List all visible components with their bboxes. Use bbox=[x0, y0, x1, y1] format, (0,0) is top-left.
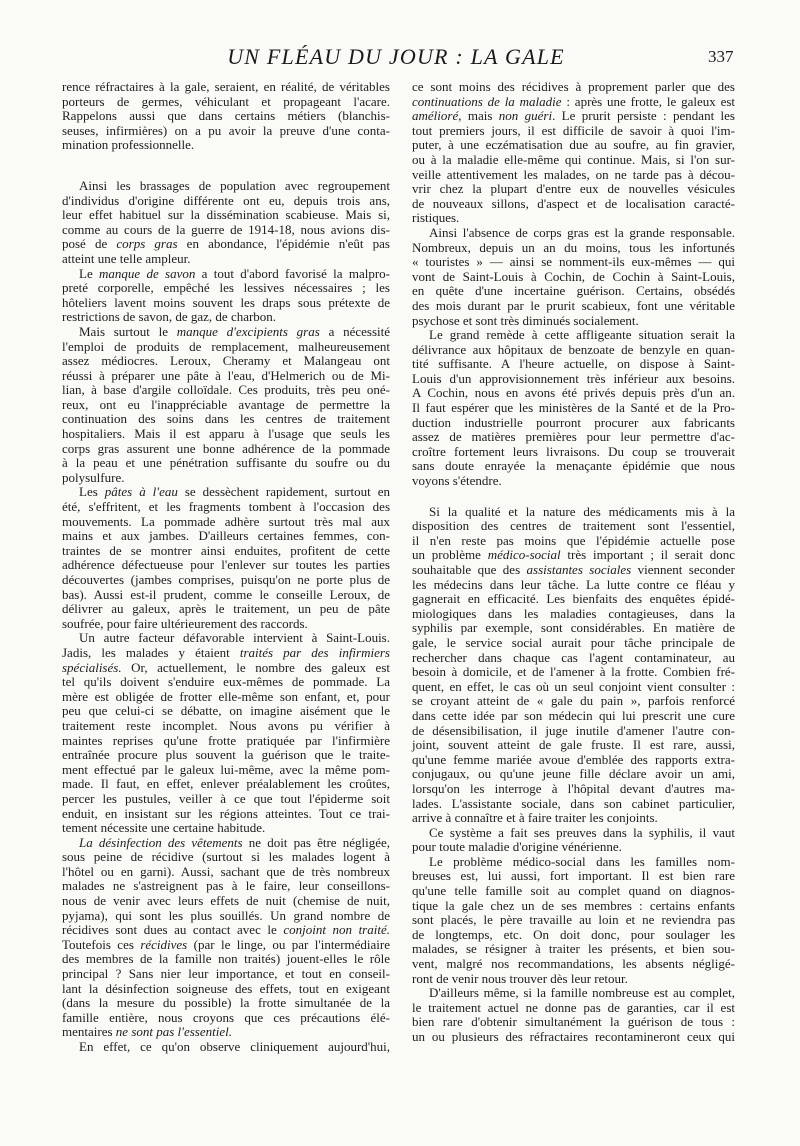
text-line: le traitement actuel ne donne pas de garanties, car il est bbox=[412, 999, 735, 1015]
text-line bbox=[62, 237, 390, 252]
text-line: nous de venir avec leurs effets de nuit (chemise de nuit, bbox=[62, 893, 390, 909]
italic-run: conjoint non traité. bbox=[283, 922, 390, 938]
text-line: lorsqu'on les interroge à l'hôpital devant d'autres ma- bbox=[412, 780, 735, 796]
text-line: adhérence défectueuse pour l'enlever sur toutes les parties bbox=[62, 557, 390, 573]
paragraph bbox=[412, 226, 735, 328]
text-line: l'emploi de produits de remplacement, malheureusement bbox=[62, 338, 390, 354]
text-line: mère est obligée de frotter elle-même son enfant, et, pour bbox=[62, 688, 390, 704]
text-line: tout premiers jours, il est difficile de savoir à quoi l'im- bbox=[412, 122, 735, 138]
text-line: un ou plusieurs des réfractaires recontamineront ceux qui bbox=[412, 1029, 735, 1044]
paragraph bbox=[62, 485, 390, 631]
text-line: malades, se résigner à traiter les présents, et bien sou- bbox=[412, 941, 735, 957]
text-line: soufrée, pour faire ultérieurement des raccords. bbox=[62, 615, 308, 631]
text-line: psychose et sont très diminués socialement. bbox=[412, 312, 639, 328]
text-line: Le problème médico-social dans les familles nom- bbox=[429, 853, 735, 869]
italic-run: médico-social bbox=[487, 547, 561, 563]
text-line: gale, le service social aurait pour tâche principale de bbox=[412, 634, 735, 650]
italic-run: amélioré bbox=[412, 108, 459, 124]
text-line: « touristes » — ainsi se nomment-ils eux-mêmes — qui bbox=[412, 254, 735, 270]
text-line: puter, à une eczématisation due au soufre, au fin gravier, bbox=[412, 137, 735, 153]
text-line: made. Il faut, en effet, enlever préalablement les croûtes, bbox=[62, 776, 390, 792]
text-line: se croyant atteint de « gale du pain », parfois renforcé bbox=[412, 693, 735, 709]
text-line: corps gras assurent une bonne adhérence de la pommade bbox=[62, 440, 390, 456]
text-run: Le bbox=[79, 265, 100, 281]
text-line: l'hôtel ou en garni). Aussi, sachant que de très nombreux bbox=[62, 863, 390, 879]
text-line: sont placés, le père travaille au loin et ne reviendra pas bbox=[412, 912, 735, 928]
paragraph bbox=[62, 1040, 390, 1055]
text-line: comme au cours de la guerre de 1914-18, nous avions dis- bbox=[62, 221, 390, 237]
text-run: a nécessité bbox=[319, 323, 391, 339]
paragraph bbox=[412, 80, 735, 226]
paragraph bbox=[412, 986, 735, 1044]
text-run: se dessèchent rapidement, surtout en bbox=[177, 484, 391, 500]
text-line: miologiques dans les maladies contagieuses, dans la bbox=[412, 605, 735, 621]
text-line: rechercher dans chaque cas l'agent contaminateur, au bbox=[412, 649, 735, 665]
italic-run: manque d'excipients gras bbox=[176, 323, 320, 339]
text-line: seuses, infirmières) on a pu avoir la preuve d'une conta- bbox=[62, 122, 390, 138]
text-line: de désensibilisation, il juge inutile d'amener l'autre con- bbox=[412, 722, 735, 738]
text-run: en abondance, l'épidémie n'eût pas bbox=[177, 236, 390, 252]
text-line: délivrance aux hôpitaux de benzoate de benzyle en quan- bbox=[412, 341, 735, 357]
paragraph bbox=[62, 325, 390, 486]
text-line: breuses est, lui aussi, fort important. Il est bien rare bbox=[412, 868, 735, 884]
text-line: ce sont moins des récidives à proprement parler que des bbox=[412, 79, 735, 94]
text-line: maintes reprises qu'une frotte pratiquée par l'infirmière bbox=[62, 732, 390, 748]
paragraph bbox=[62, 836, 390, 1040]
text-line: mouvements. La pommade adhère surtout très mal aux bbox=[62, 513, 390, 529]
text-line: duction industrielle pourront procurer aux fabricants bbox=[412, 414, 735, 430]
text-line: Si la qualité et la nature des médicaments mis à la bbox=[429, 503, 735, 519]
italic-run: assistantes sociales bbox=[526, 562, 632, 577]
text-line: conjugaux, ou qu'une jeune fille déclare avoir un ami, bbox=[412, 766, 735, 782]
text-line bbox=[412, 563, 735, 578]
text-line: de longtemps, etc. On doit donc, pour soulager les bbox=[412, 926, 735, 942]
text-line: tel qu'ils doivent s'enduire eux-mêmes de pommade. La bbox=[62, 674, 390, 690]
text-line: arrive à connaître et à faire traiter les conjoints. bbox=[412, 810, 658, 826]
text-run: viennent seconder bbox=[631, 562, 735, 577]
paragraph bbox=[412, 855, 735, 986]
text-line: veille attentivement les malades, on ne tarde pas à décou- bbox=[412, 166, 735, 182]
text-run: (par le linge, ou par l'intermédiaire bbox=[187, 936, 391, 952]
text-line: continuation des soins dans les centres de traitement bbox=[62, 411, 390, 427]
text-line: assez de matières premières pour leur permettre d'ac- bbox=[412, 429, 735, 445]
text-line bbox=[412, 109, 735, 124]
text-run: Mais surtout le bbox=[79, 323, 177, 339]
text-run: : après une frotte, le galeux est bbox=[561, 93, 736, 109]
text-line bbox=[412, 95, 735, 110]
text-line: quent, en effet, le cas où un seul conjoint vient consulter : bbox=[412, 678, 735, 694]
text-line: (dans la mesure du possible) la frotte simultanée de la bbox=[62, 995, 390, 1011]
text-line: vont de Saint-Louis à Cochin, de Cochin à Saint-Louis, bbox=[412, 268, 735, 284]
text-line: voyons s'étendre. bbox=[412, 473, 502, 489]
text-run: un problème bbox=[412, 547, 488, 563]
text-run: souhaitable que des bbox=[412, 562, 527, 577]
text-run: Les bbox=[79, 484, 105, 500]
paragraph bbox=[412, 328, 735, 489]
left-column bbox=[62, 80, 390, 1055]
text-line: il n'en reste pas moins que l'épidémie actuelle pose bbox=[412, 532, 735, 548]
text-line: sous peine de récidive (surtout si les malades logent à bbox=[62, 849, 390, 865]
text-line: Nombreux, depuis un an du moins, tous les infortunés bbox=[412, 239, 735, 255]
text-line: syphilis par exemple, sont considérables. En matière de bbox=[412, 620, 735, 636]
text-line: en quête d'une incertaine guérison. Certains, obsédés bbox=[412, 283, 735, 299]
text-line bbox=[62, 836, 390, 851]
text-line: entraînée procure plus souvent la guérison que le traite- bbox=[62, 747, 390, 763]
text-line: principal ? Sans nier leur importance, et tout en conseil- bbox=[62, 966, 390, 982]
text-line: Ainsi l'absence de corps gras est la grande responsable. bbox=[429, 224, 735, 240]
italic-run: traités par des infirmiers bbox=[239, 644, 390, 660]
text-run: a tout d'abord favorisé la malpro- bbox=[195, 265, 390, 281]
italic-run: corps gras bbox=[116, 236, 178, 252]
text-line: assez médiocres. Leroux, Cheramy et Malangeau ont bbox=[62, 353, 390, 369]
text-line: les médecins dans leur tâche. La lutte contre ce fléau y bbox=[412, 576, 735, 592]
text-line: Il faut espérer que les ministères de la Santé et de la Pro- bbox=[412, 400, 735, 416]
italic-run: non guéri bbox=[498, 108, 553, 124]
italic-run: pâtes à l'eau bbox=[104, 484, 178, 500]
text-line: bien rare d'obtenir simultanément la guérison de tous : bbox=[412, 1014, 735, 1030]
italic-run: continuations de la maladie bbox=[412, 93, 562, 109]
paragraph bbox=[62, 631, 390, 835]
text-line: pyjama), qui sont les plus souillés. Un grand nombre de bbox=[62, 907, 390, 923]
paragraph bbox=[62, 267, 390, 325]
text-line bbox=[62, 923, 390, 938]
text-line: des mois durant par le prurit scabieux, font une véritable bbox=[412, 297, 735, 313]
text-line: restrictions de savon, de gaz, de charbon. bbox=[62, 309, 277, 325]
text-line: Ainsi les brassages de population avec regroupement bbox=[79, 177, 390, 193]
text-line: bas). Aussi est-il prudent, comme le conseille Leroux, de bbox=[62, 586, 390, 602]
text-line: preté corporelle, empêché les lessives nécessaires ; les bbox=[62, 280, 390, 296]
text-line: croître fortement leurs livraisons. Du coup se trouverait bbox=[412, 443, 735, 459]
italic-run: manque de savon bbox=[99, 265, 196, 281]
text-line bbox=[62, 1025, 390, 1040]
text-run: mentaires bbox=[62, 1024, 116, 1040]
text-line: mination professionnelle. bbox=[62, 137, 195, 153]
text-line: hospitaliers. Mais il est apparu à l'usage que seuls les bbox=[62, 426, 390, 442]
text-line: tement nécessite une certaine habitude. bbox=[62, 820, 266, 836]
text-line: tique la gale chez un de ses membres : certains enfants bbox=[412, 897, 735, 913]
text-line bbox=[62, 325, 390, 340]
text-run: . Le prurit persiste : pendant les bbox=[552, 108, 735, 124]
text-line: mains et aux jambes. D'ailleurs certaines femmes, con- bbox=[62, 528, 390, 544]
text-line: Rappelons aussi que dans certains métiers (blanchis- bbox=[62, 108, 390, 124]
text-line: besoin à domicile, et de l'amener à la frotte. Combien fré- bbox=[412, 664, 735, 680]
text-line: rence réfractaires à la gale, seraient, en réalité, de véritables bbox=[62, 79, 390, 94]
text-run: Or, actuellement, le nombre des galeux est bbox=[121, 659, 390, 675]
right-column bbox=[412, 80, 735, 1045]
text-line: disposition des centres de traitement sont l'essentiel, bbox=[412, 518, 735, 534]
text-line: dans cette idée par son médecin qui lui prescrit une cure bbox=[412, 707, 735, 723]
text-line: hôteliers lavent moins souvent les draps sous prétexte de bbox=[62, 294, 390, 310]
text-line: vent, malgré nos recommandations, les absents négligé- bbox=[412, 956, 735, 972]
text-line: lant la désinfection soigneuse des effets, tout en exigeant bbox=[62, 980, 390, 996]
text-line: ront de venir nous trouver dès leur retour. bbox=[412, 970, 628, 986]
text-line: atteint une telle ampleur. bbox=[62, 250, 191, 266]
text-run: ne doit pas être négligée, bbox=[242, 834, 390, 850]
paragraph bbox=[412, 826, 735, 855]
italic-run: La désinfection des vêtements bbox=[79, 834, 243, 850]
text-line: de nouveaux sillons, d'aspect et de localisation caracté- bbox=[412, 195, 735, 211]
text-line: d'individus d'origine différente ont eu, depuis trois ans, bbox=[62, 192, 390, 208]
text-line: En effet, ce qu'on observe cliniquement aujourd'hui, bbox=[79, 1039, 390, 1054]
text-run: très important ; il serait donc bbox=[560, 547, 736, 563]
text-line: lades. L'assistante sociale, dans son cabinet particulier, bbox=[412, 795, 735, 811]
text-line bbox=[62, 646, 390, 661]
text-line: gagnerait en efficacité. Les bienfaits des enquêtes épidé- bbox=[412, 591, 735, 607]
text-line: Le grand remède à cette affligeante situation serait la bbox=[429, 327, 735, 343]
text-run: Jadis, les malades y étaient bbox=[62, 644, 240, 660]
text-line: famille entière, nous croyons que ces précautions élé- bbox=[62, 1009, 390, 1025]
text-line: Un autre facteur défavorable intervient à Saint-Louis. bbox=[79, 630, 390, 646]
text-line: reux, ont eu l'inappréciable avantage de permettre la bbox=[62, 396, 390, 412]
text-line bbox=[62, 485, 390, 500]
text-line: Ce système a fait ses preuves dans la syphilis, il vaut bbox=[429, 824, 735, 840]
text-line bbox=[62, 661, 390, 676]
text-line: polysulfure. bbox=[62, 469, 125, 485]
text-line bbox=[412, 548, 735, 563]
text-line: ristiques. bbox=[412, 210, 460, 226]
text-line: A Cochin, nous en avons été privés depuis près d'un an. bbox=[412, 385, 735, 401]
text-line: réussi à préparer une pâte à l'eau, d'Helmerich ou de Mi- bbox=[62, 367, 390, 383]
text-line: délivrer au galeux, après le traitement, un peu de pâte bbox=[62, 601, 390, 617]
text-line: vrir chez la plupart d'entre eux de nouvelles vésicules bbox=[412, 181, 735, 197]
text-run: posé de bbox=[62, 236, 117, 252]
text-line: peu que celui-ci se débatte, on imagine aisément que le bbox=[62, 703, 390, 719]
text-run: Toutefois ces bbox=[62, 936, 141, 952]
text-line: ou à la maladie elle-même qui continue. Mais, si l'on sur- bbox=[412, 151, 735, 167]
paragraph bbox=[412, 505, 735, 826]
text-line: traintes de se montrer ainsi enduites, profitent de cette bbox=[62, 542, 390, 558]
text-line: qu'une telle famille soit au complet quand on diagnos- bbox=[412, 883, 735, 899]
text-line: ment effectué par le galeux lui-même, avec la même pom- bbox=[62, 761, 390, 777]
text-run: récidives sont dues au contact avec le bbox=[62, 922, 284, 938]
text-line bbox=[62, 267, 390, 282]
paragraph bbox=[62, 80, 390, 153]
text-line: découvertes (jambes comprises, puisqu'on ne porte plus de bbox=[62, 572, 390, 587]
text-line: enduit, en insistant sur les régions atteintes. Tout ce trai- bbox=[62, 805, 390, 821]
text-line: pour toute maladie d'origine vénérienne. bbox=[412, 839, 622, 855]
text-line: malades ne s'astreignent pas à le faire, leur conseillons- bbox=[62, 878, 390, 894]
italic-run: récidives bbox=[140, 936, 188, 952]
italic-run: ne sont pas l'essentiel. bbox=[115, 1024, 232, 1040]
running-title: UN FLÉAU DU JOUR : LA GALE bbox=[227, 44, 565, 69]
text-line: des membres de la famille non traités) jouent-elles le rôle bbox=[62, 951, 390, 967]
text-line: porteurs de germes, véhiculant et propageant l'acare. bbox=[62, 93, 390, 109]
text-line: Louis d'un approvisionnement très inférieur aux besoins. bbox=[412, 370, 735, 386]
text-line: traitement reste incomplet. Nous avons pu vérifier à bbox=[62, 717, 390, 733]
paragraph bbox=[62, 179, 390, 267]
text-line: D'ailleurs même, si la famille nombreuse est au complet, bbox=[429, 985, 735, 1001]
italic-run: spécialisés. bbox=[62, 659, 122, 675]
text-run: , mais bbox=[458, 108, 499, 124]
text-line: à la peau et une pénétration suffisante du soufre ou du bbox=[62, 455, 390, 471]
text-line: lian, à base d'argile colloïdale. Ces produits, très peu oné- bbox=[62, 382, 390, 398]
text-line: été, s'effritent, et les fragments tombent à l'occasion des bbox=[62, 499, 390, 515]
text-line bbox=[62, 938, 390, 953]
page-number: 337 bbox=[708, 47, 734, 66]
text-line: tité suffisante. A l'heure actuelle, on dispose à Saint- bbox=[412, 356, 735, 372]
text-line: qu'une femme mariée avoue d'emblée des rapports extra- bbox=[412, 751, 735, 767]
text-line: sans doute enrayée la menaçante épidémie que nous bbox=[412, 458, 735, 474]
text-line: joint, souvent atteint de gale fruste. Il est rare, aussi, bbox=[412, 737, 735, 753]
text-line: percer les pustules, veiller à ce que tout l'épiderme soit bbox=[62, 790, 390, 806]
text-line: leur effet habituel sur la dissémination scabieuse. Mais si, bbox=[62, 207, 390, 223]
